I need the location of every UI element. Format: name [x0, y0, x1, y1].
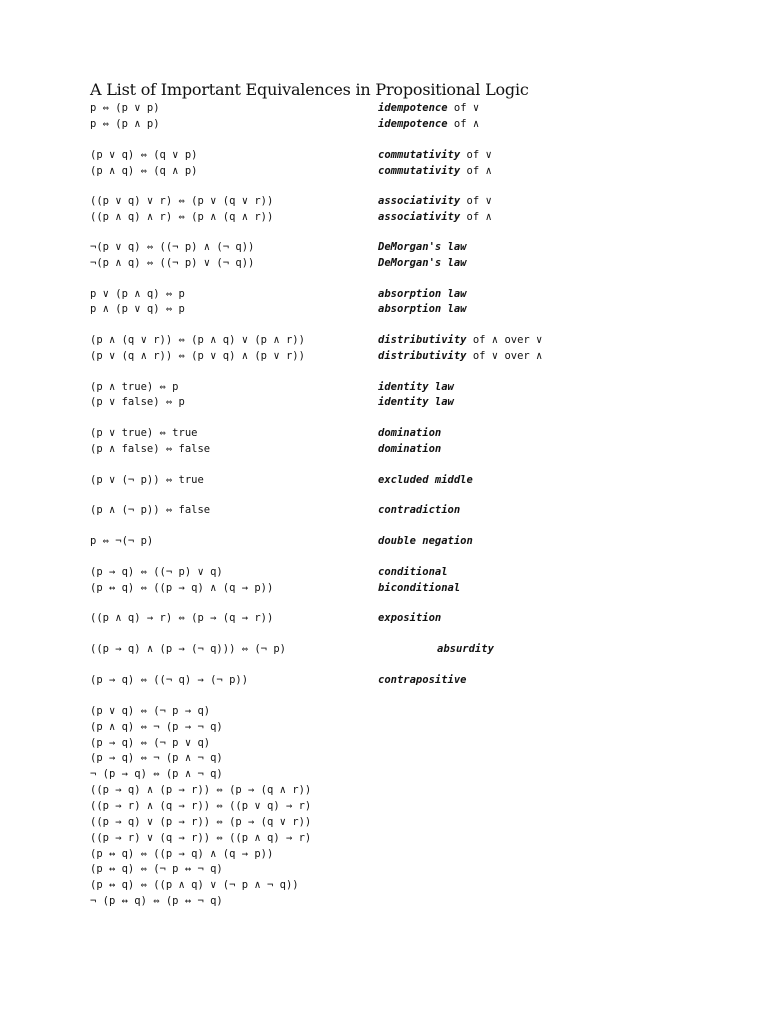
law-name: distributivity: [378, 334, 467, 346]
law-qualifier: of ∧: [460, 165, 492, 177]
extra-equivalence: (p ↔ q) ⇔ ((p → q) ∧ (q → p)): [90, 848, 274, 860]
law-qualifier: of ∧: [460, 211, 492, 223]
law-name: DeMorgan's law: [378, 257, 467, 269]
extra-equivalence: (p ↔ q) ⇔ ((p ∧ q) ∨ (¬ p ∧ ¬ q)): [90, 879, 299, 891]
law-label: [378, 303, 467, 315]
law-label: [378, 118, 479, 130]
equivalence-formula: ¬(p ∨ q) ⇔ ((¬ p) ∧ (¬ q)): [90, 241, 255, 253]
law-label: [378, 474, 473, 486]
extra-equivalence: (p ↔ q) ⇔ (¬ p ↔ ¬ q): [90, 863, 223, 875]
law-label: [378, 535, 473, 547]
law-name: contradiction: [378, 504, 461, 516]
equivalence-formula: ((p ∧ q) ∧ r) ⇔ (p ∧ (q ∧ r)): [90, 211, 274, 223]
law-name: exposition: [378, 612, 442, 624]
law-name: commutativity: [378, 149, 461, 161]
law-label: [378, 211, 492, 223]
law-name: double negation: [378, 535, 473, 547]
law-name: associativity: [378, 211, 461, 223]
law-label: [378, 241, 467, 253]
law-name: absorption law: [378, 303, 467, 315]
equivalence-formula: (p ∨ (q ∧ r)) ⇔ (p ∨ q) ∧ (p ∨ r)): [90, 350, 305, 362]
law-name: idempotence: [378, 118, 448, 130]
law-label: [378, 350, 542, 362]
equivalence-formula: p ⇔ (p ∧ p): [90, 118, 160, 130]
extra-equivalence: (p ∨ q) ⇔ (¬ p → q): [90, 705, 211, 717]
law-name: identity law: [378, 396, 454, 408]
equivalence-formula: p ∨ (p ∧ q) ⇔ p: [90, 288, 185, 300]
extra-equivalence: ((p → q) ∨ (p → r)) ⇔ (p → (q ∨ r)): [90, 816, 312, 828]
law-label: [378, 582, 460, 594]
extra-equivalence: ((p → q) ∧ (p → r)) ⇔ (p → (q ∧ r)): [90, 784, 312, 796]
law-name: distributivity: [378, 350, 467, 362]
law-label: [378, 288, 467, 300]
extra-equivalence: ((p → r) ∨ (q → r)) ⇔ ((p ∧ q) → r): [90, 832, 312, 844]
law-name: domination: [378, 443, 442, 455]
law-name: commutativity: [378, 165, 461, 177]
law-label: [378, 566, 448, 578]
law-label: [378, 396, 454, 408]
equivalence-formula: ((p ∧ q) → r) ⇔ (p → (q → r)): [90, 612, 274, 624]
law-qualifier: of ∨: [460, 195, 492, 207]
law-name: excluded middle: [378, 474, 473, 486]
law-label: [378, 102, 479, 114]
law-label: [437, 643, 494, 655]
equivalence-formula: (p ∨ false) ⇔ p: [90, 396, 185, 408]
law-name: contrapositive: [378, 674, 467, 686]
equivalence-formula: (p ∨ (¬ p)) ⇔ true: [90, 474, 204, 486]
equivalence-formula: (p ∨ true) ⇔ true: [90, 427, 198, 439]
law-label: [378, 195, 492, 207]
law-qualifier: of ∨: [460, 149, 492, 161]
law-label: [378, 334, 542, 346]
equivalence-formula: (p ∧ (q ∨ r)) ⇔ (p ∧ q) ∨ (p ∧ r)): [90, 334, 305, 346]
equivalence-formula: ¬(p ∧ q) ⇔ ((¬ p) ∨ (¬ q)): [90, 257, 255, 269]
law-qualifier: of ∨ over ∧: [466, 350, 543, 362]
equivalence-formula: (p ∨ q) ⇔ (q ∨ p): [90, 149, 198, 161]
equivalence-formula: (p ∧ true) ⇔ p: [90, 381, 179, 393]
law-name: identity law: [378, 381, 454, 393]
equivalence-formula: ((p → q) ∧ (p → (¬ q))) ⇔ (¬ p): [90, 643, 286, 655]
law-label: [378, 381, 454, 393]
equivalence-formula: p ⇔ (p ∨ p): [90, 102, 160, 114]
law-label: [378, 165, 492, 177]
law-qualifier: of ∧ over ∨: [466, 334, 543, 346]
law-label: [378, 149, 492, 161]
law-name: absorption law: [378, 288, 467, 300]
law-label: [378, 504, 460, 516]
law-name: DeMorgan's law: [378, 241, 467, 253]
law-qualifier: of ∧: [447, 118, 480, 130]
law-label: [378, 443, 441, 455]
law-label: [378, 674, 467, 686]
extra-equivalence: ¬ (p ↔ q) ⇔ (p ↔ ¬ q): [90, 895, 223, 907]
law-label: [378, 612, 441, 624]
extra-equivalence: (p ∧ q) ⇔ ¬ (p → ¬ q): [90, 721, 223, 733]
law-label: [378, 427, 441, 439]
law-name: absurdity: [437, 643, 494, 655]
equivalence-formula: (p → q) ⇔ ((¬ q) → (¬ p)): [90, 674, 249, 686]
equivalence-formula: p ⇔ ¬(¬ p): [90, 535, 154, 547]
law-label: [378, 257, 467, 269]
equivalence-formula: p ∧ (p ∨ q) ⇔ p: [90, 303, 185, 315]
equivalence-formula: (p ∧ q) ⇔ (q ∧ p): [90, 165, 198, 177]
extra-equivalence: (p → q) ⇔ ¬ (p ∧ ¬ q): [90, 752, 223, 764]
equivalence-formula: ((p ∨ q) ∨ r) ⇔ (p ∨ (q ∨ r)): [90, 195, 274, 207]
equivalence-formula: (p ∧ false) ⇔ false: [90, 443, 211, 455]
page-title: A List of Important Equivalences in Propositional Logic: [90, 80, 529, 99]
extra-equivalence: ((p → r) ∧ (q → r)) ⇔ ((p ∨ q) → r): [90, 800, 312, 812]
law-name: idempotence: [378, 102, 448, 114]
equivalence-formula: (p → q) ⇔ ((¬ p) ∨ q): [90, 566, 223, 578]
law-name: domination: [378, 427, 442, 439]
law-name: associativity: [378, 195, 461, 207]
equivalence-formula: (p ↔ q) ⇔ ((p → q) ∧ (q → p)): [90, 582, 274, 594]
extra-equivalence: (p → q) ⇔ (¬ p ∨ q): [90, 737, 211, 749]
law-name: biconditional: [378, 582, 461, 594]
extra-equivalence: ¬ (p → q) ⇔ (p ∧ ¬ q): [90, 768, 223, 780]
law-qualifier: of ∨: [447, 102, 480, 114]
law-name: conditional: [378, 566, 448, 578]
equivalence-formula: (p ∧ (¬ p)) ⇔ false: [90, 504, 211, 516]
